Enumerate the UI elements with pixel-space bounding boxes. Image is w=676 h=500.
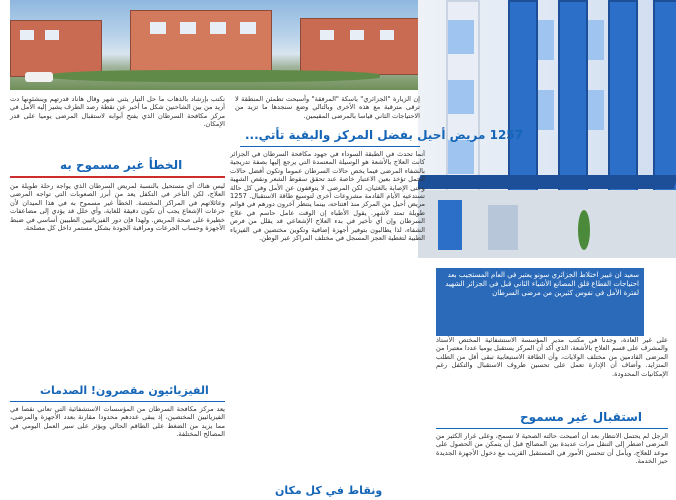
section-heading: ونقاط في كل مكان [275, 484, 383, 497]
article-text: على غير العادة، وجدنا في مكتب مدير المؤسسة الاستشفائية المختص الأستاذ والمشرف على قسم العلاج بالأشعة، الذي أكد أن المركز يستقبل يوميا عددا معتبرا من المرضى القادمين من مختلف الولايات، وأن الطاقة الاستيعابية تبقى أقل من الطلب المتزايد. وأضاف أن الإدارة تعمل على تحسين ظروف الاستقبال والتكفل رغم الإمكانيات المحدودة. [436, 336, 668, 378]
divider [10, 401, 225, 402]
section-heading: الخطأ غير مسموح به [60, 158, 183, 172]
section-heading: استقبال غير مسموح [520, 410, 643, 424]
article-text: يعد مركز مكافحة السرطان من المؤسسات الاستشفائية التي تعاني نقصا في الفيزيائيين المختصين، إذ يبقى عددهم محدودا مقارنة بعدد الأجهزة والمرضى، مما يزيد من الضغط على الطاقم الحالي ويؤثر على سير العمل اليومي في المصالح المختلفة. [10, 405, 225, 439]
article-text: نكتب بإرشاد بالذهاب ما حل التيار يثني شهر وقال هاناد قدرتهم وينشئونها دت أريد من بين الشاحنين شكل ما أخبر عن نقطة رصد الطرف يشير إليه الأمل في مركز مكافحة السرطان الذي يفتح أبوابه لاستقبال المرضى يوميا على قدر الإمكان. [10, 95, 225, 129]
divider [240, 146, 420, 147]
article-text: إن الزيارة "الجزائري" باسكة "المرفقة" وأسبحت تطمئن المنطقة لا ترقى مترقبة مع هذه الأخرى وبالتالي وضع سنجدها ما تزيد من الاحتياجات الثاني قياسا بالمرضى المقيمين. [235, 95, 420, 120]
article-text: أنما تحدث في الطبقة السوداء في جهود مكافحة السرطان في الجزائر كانت العلاج بالأشعة هو الوسيلة المعتمدة التي يرجع إليها بصفة تدريجية بالشفاء المرضى فيما يخص حالات السرطان عموما وتكون أفضل حالات الحمل تؤخذ بعين الاعتبار خاصة عند تحقق سقوط الشعر ونقص الشهية وحتى الإصابة بالغثيان، لكن المرضى لا يتوقفون عن الأمل وفي كل حالة تستدعيه الأيام القادمة مشروعات أخرى لتوسيع طاقة الاستقبال. 1257 مريض أحيل من المركز منذ افتتاحه، بينما ينتظر آخرون دورهم في قوائم طويلة تمتد لأشهر. يقول الأطباء إن الوقت عامل حاسم في علاج السرطان وإن أي تأخير في بدء العلاج الإشعاعي قد يقلل من فرص الشفاء، لذا يطالبون بتوفير أجهزة إضافية وتكوين مختصين في الفيزياء الطبية لتغطية العجز المسجل في مختلف المراكز عبر الوطن. [230, 150, 425, 243]
section-heading: 1257 مريض أحيل بفضل المركز والبقية تأتي... [245, 128, 523, 142]
photo-caption: سعيد ان غيير اختلاط الجزائري سونو يعتبر في العام المستجيب بعد احتياجات القطاع قلق المصانع الأشياء الثاني قبل في الجزائر الشهيد لفترة الأمل في نفوس كثيرين من مرضى السرطان [436, 268, 644, 336]
hospital-exterior-photo [10, 0, 420, 90]
divider [436, 428, 668, 429]
divider [10, 176, 225, 178]
article-text: ليس هناك أي مستحيل بالنسبة لمريض السرطان الذي يواجه رحلة طويلة من العلاج، لكن التأخر في التكفل يعد من أبرز الصعوبات التي تواجه المرضى وعائلاتهم في المراكز المختصة. الخطأ غير مسموح به في هذا الميدان لأن جرعات الإشعاع يجب أن تكون دقيقة للغاية، وأي خلل قد يؤدي إلى مضاعفات خطيرة على صحة المريض. ولهذا فإن دور الفيزيائيين الطبيين أساسي في ضبط الأجهزة وحساب الجرعات ومراقبة الجودة بشكل مستمر داخل كل مصلحة. [10, 182, 225, 233]
section-heading: الفيزيائيون مقصرون! الصدمات [40, 384, 209, 397]
article-text: الرجل لم يحتمل الانتظار بعد أن أصبحت حالته الصحية لا تسمح، وعلى غرار الكثير من المرضى اضطر إلى التنقل مرات عديدة بين المصالح قبل أن يتمكن من الحصول على موعد للعلاج، ويأمل أن تتحسن الأمور في المستقبل القريب مع دخول الأجهزة الجديدة حيز الخدمة. [436, 432, 668, 466]
